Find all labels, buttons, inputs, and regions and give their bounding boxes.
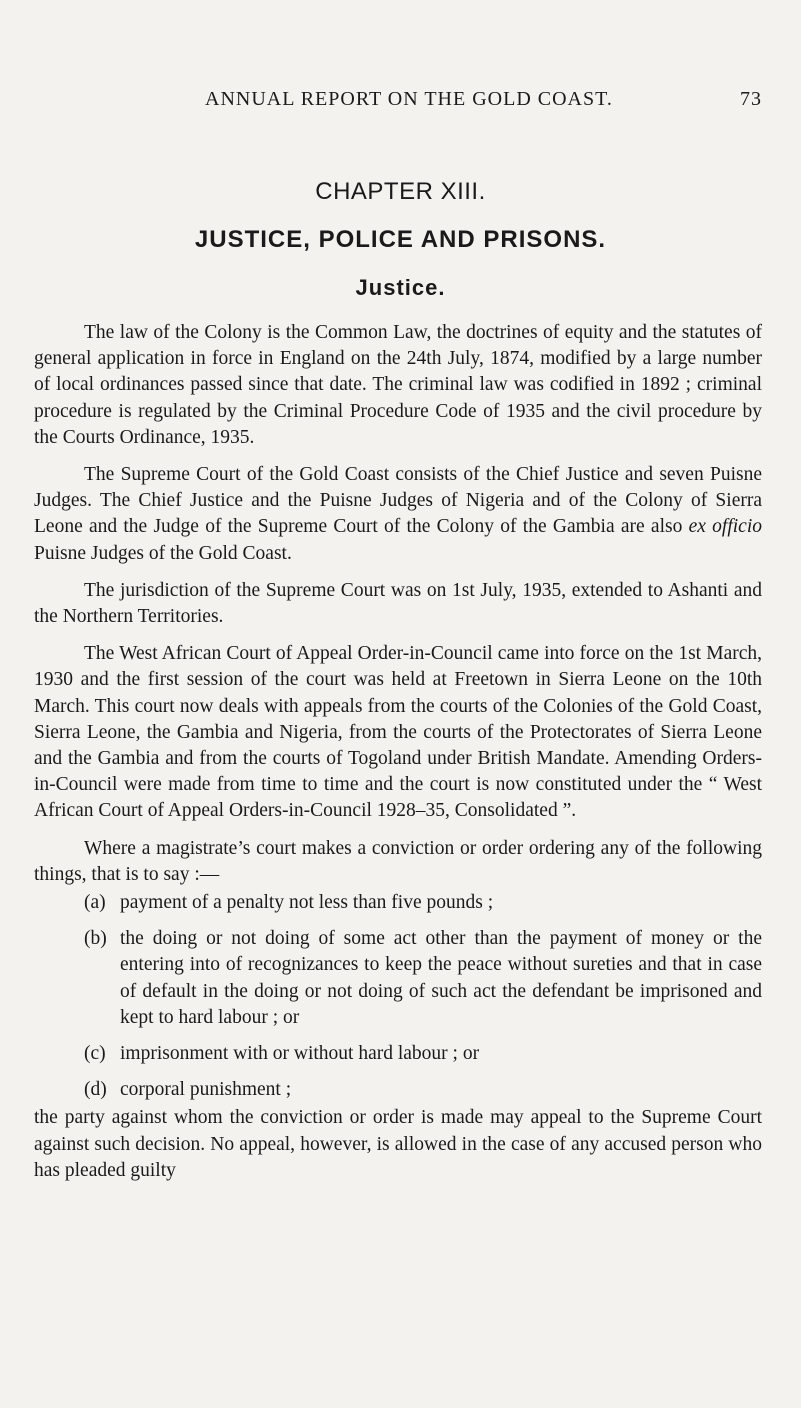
section-heading: JUSTICE, POLICE AND PRISONS. (194, 226, 607, 253)
list-item-text: corporal punishment ; (120, 1079, 292, 1101)
list-item-mark: (d) (84, 1079, 107, 1101)
supreme-court-text-italic: ex officio (688, 516, 763, 538)
list-item (34, 1041, 762, 1067)
list-item-text: payment of a penalty not less than five pounds ; (120, 892, 494, 914)
list-item-mark: (a) (84, 892, 106, 914)
running-title: ANNUAL REPORT ON THE GOLD COAST. (205, 88, 613, 110)
paragraph-supreme-court (34, 462, 762, 567)
running-head (0, 88, 801, 118)
paragraph-court-of-appeal: The West African Court of Appeal Order-in-Council came into force on the 1st March, 1930 and the first session of the court was held at Freetown in Sierra Leone on the 10th March. This court now deals with appeals from the courts of the Colonies of the Gold Coast, Sierra Leone, the Gambia and Nigeria, from the courts of the Protectorates of Sierra Leone and the Gambia and from the courts of Togoland under British Mandate. Amending Orders-in-Council were made from time to time and the court is now constituted under the “ West African Court of Appeal Orders-in-Council 1928–35, Consolidated ”. (34, 643, 762, 822)
body-text (34, 320, 762, 1195)
section-subheading: Justice. (355, 275, 446, 300)
paragraph-magistrate: Where a magistrate’s court makes a conviction or order ordering any of the following things, that is to say :— (34, 837, 762, 885)
list-item (34, 1077, 762, 1103)
list-item-text: imprisonment with or without hard labour ; or (120, 1043, 480, 1065)
list-item-text: the doing or not doing of some act other than the payment of money or the entering into of recognizances to keep the peace without sureties and that in case of default in the doing or not doing of such act the defendant be imprisoned and kept to hard labour ; or (120, 928, 762, 1028)
list-item (34, 890, 762, 916)
appeal-conditions-list (34, 890, 762, 1103)
page-number: 73 (740, 88, 762, 110)
supreme-court-text-after: Puisne Judges of the Gold Coast. (34, 542, 292, 564)
chapter-title: CHAPTER XIII. (315, 178, 486, 205)
list-item (34, 926, 762, 1031)
list-item-mark: (b) (84, 928, 107, 950)
supreme-court-text-before: The Supreme Court of the Gold Coast consists of the Chief Justice and seven Puisne Judges. The Chief Justice and the Puisne Judges of Nigeria and of the Colony of Sierra Leone and the Judge of the Supreme Court of the Colony of the Gambia are also (34, 464, 762, 538)
paragraph-closing: the party against whom the conviction or order is made may appeal to the Supreme Court against such decision. No appeal, however, is allowed in the case of any accused person who has pleaded guilty (34, 1107, 762, 1181)
list-item-mark: (c) (84, 1043, 106, 1065)
paragraph-jurisdiction: The jurisdiction of the Supreme Court was on 1st July, 1935, extended to Ashanti and the Northern Territories. (34, 579, 762, 628)
paragraph-law: The law of the Colony is the Common Law, the doctrines of equity and the statutes of general application in force in England on the 24th July, 1874, modified by a large number of local ordinances passed since that date. The criminal law was codified in 1892 ; criminal procedure is regulated by the Criminal Procedure Code of 1935 and the civil procedure by the Courts Ordinance, 1935. (34, 322, 762, 448)
